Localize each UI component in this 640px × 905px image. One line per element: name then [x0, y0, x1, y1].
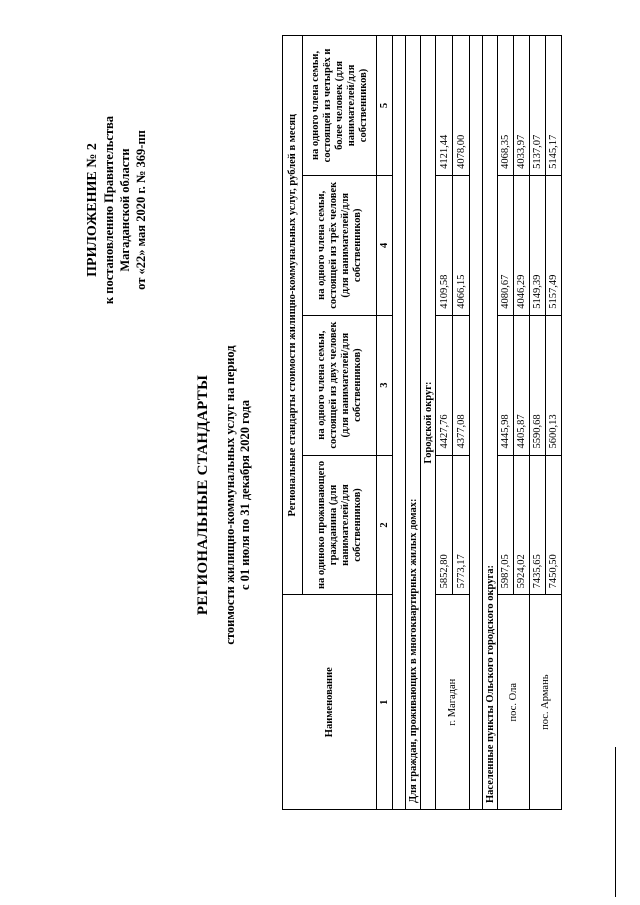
column-number: 4: [377, 175, 393, 315]
row-name: пос. Ола: [498, 595, 530, 810]
value-cell: 4078,00: [453, 36, 470, 176]
value-cell: 5852,80: [436, 455, 453, 595]
value-cell: 4046,29: [514, 175, 530, 315]
appendix-line: от «22» мая 2020 г. № 369-пп: [134, 130, 148, 290]
value-cell: 4121,44: [436, 36, 453, 176]
column-number: 2: [377, 455, 393, 595]
row-name: г. Магадан: [436, 595, 470, 810]
value-cell: 5149,39: [530, 175, 546, 315]
subtitle-line: стоимости жилищно-коммунальных услуг на период: [223, 345, 237, 645]
header-col: на одного члена семьи, состоящей из трёх человек (для нанимателей/для собственников): [303, 175, 377, 315]
subtitle-line: с 01 июля по 31 декабря 2020 года: [238, 399, 252, 591]
footer-rule: [615, 747, 616, 897]
value-cell: 4445,98: [498, 315, 514, 455]
value-cell: 5987,05: [498, 455, 514, 595]
header-col: на одиноко проживающего гражданина (для нанимателей/для собственников): [303, 455, 377, 595]
row-name: пос. Армань: [530, 595, 562, 810]
value-cell: 4377,08: [453, 315, 470, 455]
value-cell: 4405,87: [514, 315, 530, 455]
value-cell: 7450,50: [546, 455, 562, 595]
value-cell: 5924,02: [514, 455, 530, 595]
section-heading: Для граждан, проживающих в многоквартирных жилых домах:: [406, 36, 421, 810]
appendix-line: к постановлению Правительства: [102, 115, 116, 305]
appendix-line: Магаданской области: [118, 148, 132, 272]
value-cell: 4066,15: [453, 175, 470, 315]
header-group: Региональные стандарты стоимости жилищно-коммунальных услуг, рублей в месяц: [283, 36, 303, 595]
group-heading: Городской округ:: [421, 36, 436, 810]
header-col: на одного члена семьи, состоящей из двух человек (для нанимателей/для собственников): [303, 315, 377, 455]
appendix-title: ПРИЛОЖЕНИЕ № 2: [85, 143, 100, 277]
group-heading: Населенные пункты Ольского городского округа:: [483, 36, 498, 810]
column-number: 5: [377, 36, 393, 176]
value-cell: 4427,76: [436, 315, 453, 455]
document-subtitle: [223, 205, 253, 785]
value-cell: 4033,97: [514, 36, 530, 176]
value-cell: 4109,58: [436, 175, 453, 315]
value-cell: 5773,17: [453, 455, 470, 595]
column-number: 1: [377, 595, 393, 810]
value-cell: 4080,67: [498, 175, 514, 315]
column-number: 3: [377, 315, 393, 455]
value-cell: 5145,17: [546, 36, 562, 176]
value-cell: 5157,49: [546, 175, 562, 315]
header-col: на одного члена семьи, состоящей из четырёх и более человек (для нанимателей/для собственников): [303, 36, 377, 176]
spacer-row: [470, 36, 483, 810]
value-cell: 5600,13: [546, 315, 562, 455]
standards-table: [282, 35, 562, 810]
value-cell: 4068,35: [498, 36, 514, 176]
value-cell: 5590,68: [530, 315, 546, 455]
spacer-row: [393, 36, 406, 810]
header-name: Наименование: [283, 595, 377, 810]
document-title: РЕГИОНАЛЬНЫЕ СТАНДАРТЫ: [195, 374, 211, 616]
appendix-header: [85, 60, 149, 360]
value-cell: 5137,07: [530, 36, 546, 176]
value-cell: 7435,65: [530, 455, 546, 595]
